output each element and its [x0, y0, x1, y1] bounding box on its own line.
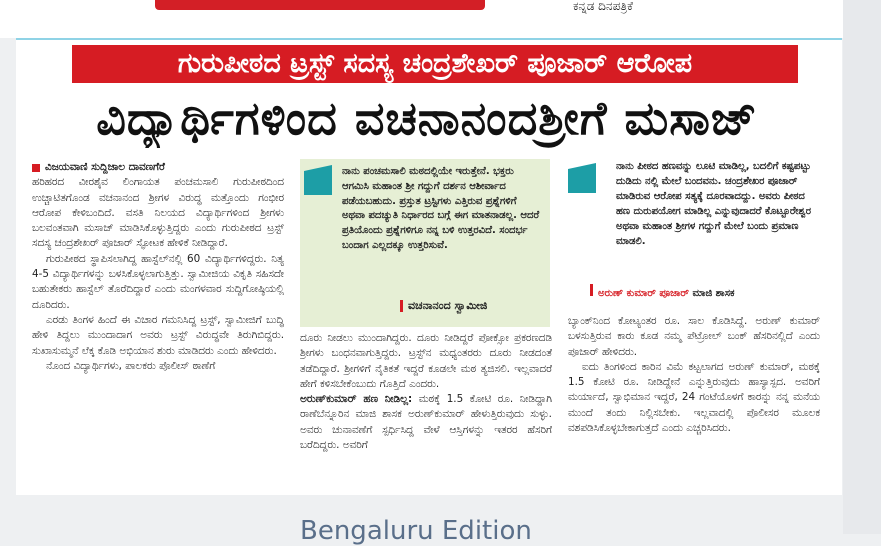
pull-quote-2-attribution [590, 284, 830, 301]
paragraph: ಐದು ತಿಂಗಳಿಂದ ಕಾರಿನ ವಿಮೆ ಕಟ್ಟಲಾಗದ ಅರುಣ್ ಕುಮಾರ್, ಮಠಕ್ಕೆ 1.5 ಕೋಟಿ ರೂ. ನೀಡಿದ್ದೇನೆ ಎನ್ನುತ್ತಿರುವುದು ಹಾಸ್ಯಾಸ್ಪದ. ಅವರಿಗೆ ಮರ್ಯಾದೆ, ಸ್ವಾಭಿಮಾನ ಇದ್ದರೆ, 24 ಗಂಟೆಯೊಳಗೆ ಕಾರನ್ನು ನನ್ನ ಮನೆಯ ಮುಂದೆ ತಂದು ನಿಲ್ಲಿಸಬೇಕು. ಇಲ್ಲವಾದಲ್ಲಿ ಪೊಲೀಸರ ಮೂಲಕ ವಶಪಡಿಸಿಕೊಳ್ಳಬೇಕಾಗುತ್ತದೆ ಎಂದು ಎಚ್ಚರಿಸಿದರು. [568, 360, 820, 435]
byline [32, 160, 284, 175]
paragraph: ದೂರು ನೀಡಲು ಮುಂದಾಗಿದ್ದರು. ದೂರು ನೀಡಿದ್ದರೆ ಪೋಕ್ಸೋ ಪ್ರಕರಣದಡಿ ಶ್ರೀಗಳು ಬಂಧನವಾಗುತ್ತಿದ್ದರು. ಟ್ರಸ್ಟ್‌ನ ಮಧ್ಯಂತರರು ದೂರು ನೀಡದಂತೆ ತಡೆದಿದ್ದಾರೆ. ಶ್ರೀಗಳಿಗೆ ನೈತಿಕತೆ ಇದ್ದರೆ ಕೂಡಲೇ ಮಠ ತ್ಯಜಿಸಲಿ. ಇಲ್ಲವಾದರೆ ಹೇಗೆ ಕಳಿಸಬೇಕೆಂಬುದು ಗೊತ್ತಿದೆ ಎಂದರು. [300, 332, 552, 390]
paragraph: ಎರಡು ತಿಂಗಳ ಹಿಂದೆ ಈ ವಿಚಾರ ಗಮನಿಸಿದ್ದ ಟ್ರಸ್ಟ್, ಸ್ವಾಮೀಜಿಗೆ ಬುದ್ಧಿ ಹೇಳಿ ತಿದ್ದಲು ಮುಂದಾದಾಗ ಅವರು ಟ್ರಸ್ಟ್ ವಿರುದ್ಧವೇ ತಿರುಗಿಬಿದ್ದರು. ಸುಖಾಸುಮ್ಮನೆ ಲೆಕ್ಕ ಕೊಡಿ ಅಭಿಯಾನ ಶುರು ಮಾಡಿದರು ಎಂದು ಹೇಳಿದರು. [32, 313, 284, 357]
paragraph: ಬ್ಯಾಂಕ್‌ನಿಂದ ಕೋಟ್ಯಂತರ ರೂ. ಸಾಲ ಕೊಡಿಸಿದ್ದೆ. ಅರುಣ್ ಕುಮಾರ್ ಬಳಸುತ್ತಿರುವ ಕಾರು ಕೂಡ ನಮ್ಮ ಪೆಟ್ರೋಲ್ ಬಂಕ್ ಹೆಸರಿನಲ್ಲಿದೆ ಎಂದು ಪೂಜಾರ್ ಹೇಳಿದರು. [568, 315, 820, 358]
paragraph: ಗುರುಪೀಠದ ಸ್ಥಾಪಿಸಲಾಗಿದ್ದ ಹಾಸ್ಟೆಲ್‌ನಲ್ಲಿ 60 ವಿದ್ಯಾರ್ಥಿಗಳಿದ್ದರು. ನಿತ್ಯ 4-5 ವಿದ್ಯಾರ್ಥಿಗಳನ್ನು ಬಳಸಿಕೊಳ್ಳಲಾಗುತ್ತಿತ್ತು. ಸ್ವಾಮೀಜಿಯ ವಿಕೃತಿ ಸಹಿಸದೇ ಬಹುತೇಕರು ಹಾಸ್ಟೆಲ್ ತೊರೆದಿದ್ದಾರೆ ಎಂದು ಮಂಗಳವಾರ ಸುದ್ದಿಗೋಷ್ಠಿಯಲ್ಲಿ ದೂರಿದರು. [32, 252, 284, 311]
pull-quote-2-text: ನಾನು ಪೀಠದ ಹಣವನ್ನು ಲೂಟಿ ಮಾಡಿಲ್ಲ, ಬದಲಿಗೆ ಕಷ್ಟಪಟ್ಟು ದುಡಿದು ನಲ್ಲಿ ಮೇಲೆ ಬಂದವನು. ಚಂದ್ರಶೇಖರ ಪೂಜಾರ್ ಮಾಡಿರುವ ಆರೋಪ ಸತ್ಯಕ್ಕೆ ದೂರವಾದದ್ದು. ಅವರು ಪೀಠದ ಹಣ ದುರುಪಯೋಗ ಮಾಡಿಲ್ಲ ಎನ್ನುವುದಾದರೆ ಕೊಟ್ಟೂರೇಶ್ವರ ಅಥವಾ ಮಹಾಂತ ಶ್ರೀಗಳ ಗದ್ದುಗೆ ಮೇಲೆ ಬಂದು ಪ್ರಮಾಣ ಮಾಡಲಿ. [616, 161, 812, 247]
pull-quote-box [300, 159, 550, 327]
quote-icon [304, 165, 332, 195]
pull-quote-text: ನಾನು ಪಂಚಮಸಾಲಿ ಮಠದಲ್ಲಿಯೇ ಇರುತ್ತೇನೆ. ಭಕ್ತರು ಆಗಮಿಸಿ ಮಹಾಂತ ಶ್ರೀ ಗದ್ದುಗೆ ದರ್ಶನ ಆಶೀರ್ವಾದ ಪಡೆಯಬಹುದು. ಪ್ರಸ್ತುತ ಟ್ರಸ್ಟಿಗಳು ಎತ್ತಿರುವ ಪ್ರಶ್ನೆಗಳಿಗೆ ಅಥವಾ ಪದಚ್ಯುತಿ ನಿರ್ಧಾರದ ಬಗ್ಗೆ ಈಗ ಮಾತನಾಡಲ್ಲ. ಆದರೆ ಪ್ರತಿಯೊಂದು ಪ್ರಶ್ನೆಗಳಿಗೂ ನನ್ನ ಬಳಿ ಉತ್ತರವಿದೆ. ಸಂದರ್ಭ ಬಂದಾಗ ಎಲ್ಲದಕ್ಕೂ ಉತ್ತರಿಸುವೆ. [342, 166, 540, 251]
column-3 [568, 314, 820, 490]
newspaper-logo [155, 0, 485, 10]
paragraph: ನೊಂದ ವಿದ್ಯಾರ್ಥಿಗಳು, ಪಾಲಕರು ಪೊಲೀಸ್ ಠಾಣೆಗೆ [46, 359, 216, 372]
headline: ವಿದ್ಯಾರ್ಥಿಗಳಿಂದ ವಚನಾನಂದಶ್ರೀಗೆ ಮಸಾಜ್ [96, 91, 758, 145]
byline-marker-icon [32, 164, 40, 172]
pull-quote-attribution [400, 299, 487, 313]
quote-icon [568, 163, 596, 193]
attribution-name: ಅರುಣ್ ಕುಮಾರ್ ಪೂಜಾರ್ [598, 288, 689, 299]
subhead-text: ಮಠಕ್ಕೆ 1.5 ಕೋಟಿ ರೂ. ನೀಡಿದ್ದಾಗಿ ರಾಣೆಬೆನ್ನೂರಿನ ಮಾಜಿ ಶಾಸಕ ಅರುಣ್‌ಕುಮಾರ್ ಹೇಳುತ್ತಿರುವುದು ಸುಳ್ಳು. ಅವರು ಚುನಾವಣೆಗೆ ಸ್ಪರ್ಧಿಸಿದ್ದ ವೇಳೆ ಆಸ್ತಿಗಳನ್ನು ಇತರರ ಹೆಸರಿಗೆ ಬರೆದಿದ್ದರು. ಅವರಿಗೆ [300, 393, 552, 452]
news-clipping [16, 38, 842, 495]
kicker-banner: ಗುರುಪೀಠದ ಟ್ರಸ್ಟ್ ಸದಸ್ಯ ಚಂದ್ರಶೇಖರ್ ಪೂಜಾರ್ ಆರೋಪ [72, 45, 798, 83]
attribution-marker-icon [590, 284, 593, 296]
attribution-name: ವಚನಾನಂದ ಸ್ವಾಮೀಜಿ [408, 299, 488, 312]
column-1 [32, 160, 284, 490]
column-2 [300, 331, 552, 491]
edition-label: Bengaluru Edition [300, 516, 532, 546]
page-edge [843, 0, 881, 534]
subhead: ಅರುಣ್‌ಕುಮಾರ್ ಹಣ ನೀಡಿಲ್ಲ: [300, 393, 413, 406]
paragraph: ಹರಿಹರದ ವೀರಶೈವ ಲಿಂಗಾಯತ ಪಂಚಮಸಾಲಿ ಗುರುಪೀಠದಿಂದ ಉಚ್ಚಾಟಿತಗೊಂಡ ವಚನಾನಂದ ಶ್ರೀಗಳ ವಿರುದ್ಧ ಮತ್ತೊಂದು ಗಂಭೀರ ಆರೋಪ ಕೇಳಿಬಂದಿದೆ. ವಸತಿ ನಿಲಯದ ವಿದ್ಯಾರ್ಥಿಗಳಿಂದ ಶ್ರೀಗಳು ಬಲವಂತವಾಗಿ ಮಸಾಜ್ ಮಾಡಿಸಿಕೊಳ್ಳುತ್ತಿದ್ದರು ಎಂದು ಗುರುಪೀಠದ ಟ್ರಸ್ಟ್ ಸದಸ್ಯ ಚಂದ್ರಶೇಖರ್ ಪೂಜಾರ್ ಸ್ಫೋಟಕ ಹೇಳಿಕೆ ನೀಡಿದ್ದಾರೆ. [32, 176, 284, 250]
attribution-note: ಮಾಜಿ ಶಾಸಕ [692, 288, 735, 299]
attribution-marker-icon [400, 300, 403, 312]
pull-quote-2 [568, 159, 820, 299]
byline-text: ವಿಜಯವಾಣಿ ಸುದ್ದಿಜಾಲ ದಾವಣಗೆರೆ [45, 161, 165, 173]
masthead [0, 0, 881, 38]
masthead-subtitle: ಕನ್ನಡ ದಿನಪತ್ರಿಕೆ [573, 0, 634, 13]
